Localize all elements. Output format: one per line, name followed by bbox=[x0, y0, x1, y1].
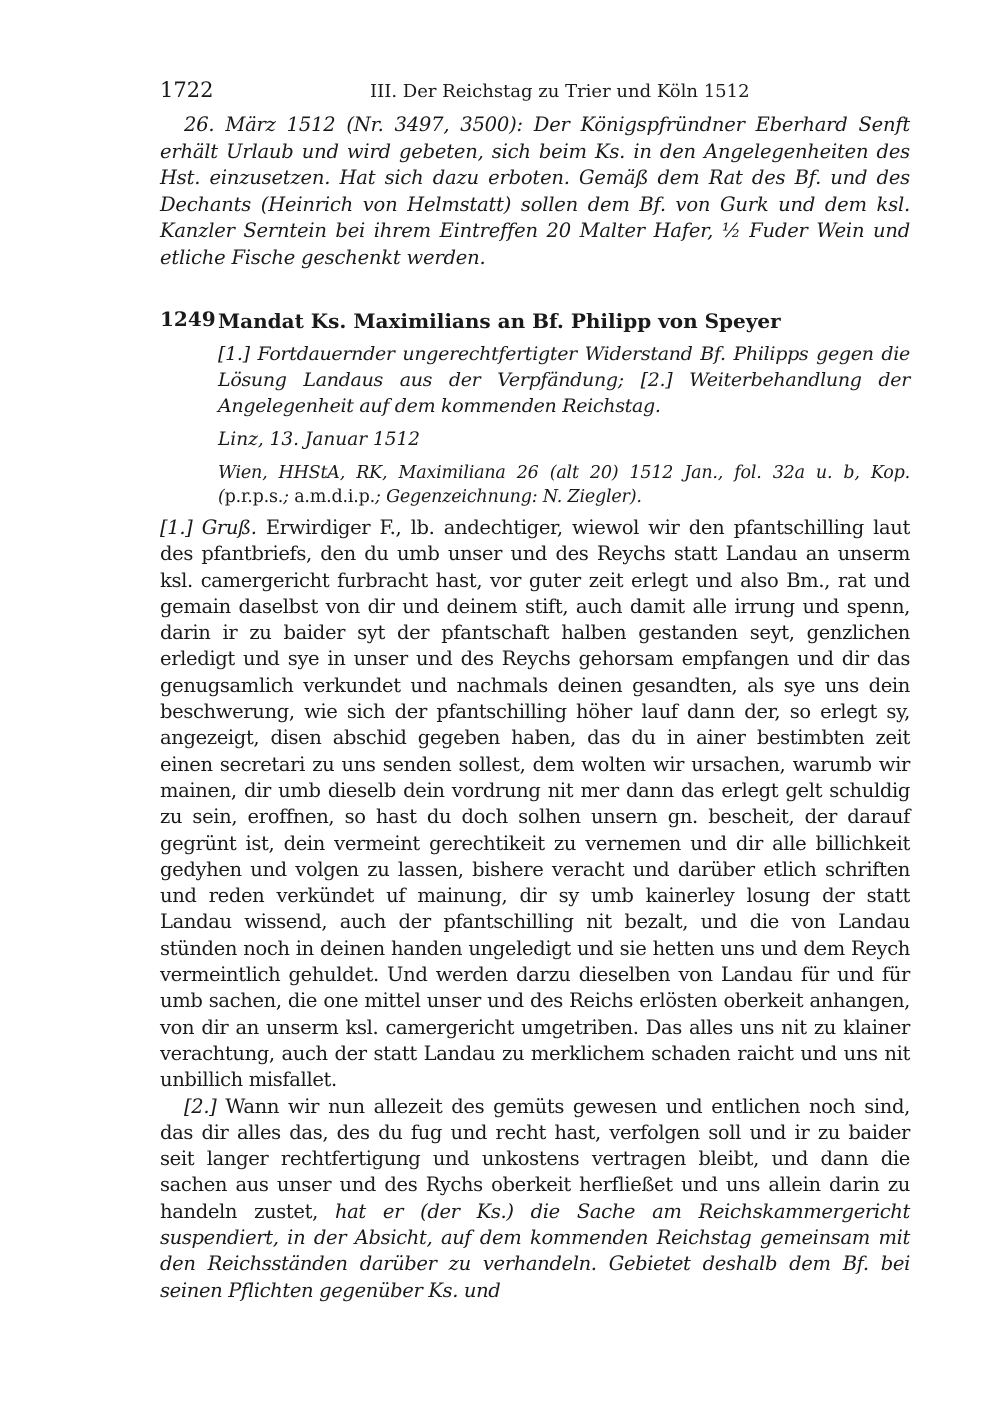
running-title: III. Der Reichstag zu Trier und Köln 1512 bbox=[370, 81, 750, 102]
body-paragraph-2 bbox=[160, 1094, 910, 1304]
paragraph-text: Wann wir nun allezeit des gemüts gewesen und entlichen noch sind, das dir alles das, des du fug und recht hast, verfolgen soll und ir zu baider seit langer rechtfertigung und unkostens vertragen bleibt, und dann die sachen aus unser und des Rychs oberkeit herfließet und uns allein darin zu handeln zustet, bbox=[160, 1094, 910, 1223]
paragraph-summary: hat er (der Ks.) die Sache am Reichskammergericht suspendiert, in der Absicht, auf dem kommenden Reichstag gemeinsam mit den Reichsständen darüber zu verhandeln. Gebietet deshalb dem Bf. bei seinen Pflichten gegenüber Ks. und bbox=[160, 1199, 911, 1302]
carry-over-paragraph: 26. März 1512 (Nr. 3497, 3500): Der Königspfründner Eberhard Senft erhält Urlaub und wird gebeten, sich beim Ks. in den Angelegenheiten des Hst. einzusetzen. Hat sich dazu erboten. Gemäß dem Rat des Bf. und des Dechants (Heinrich von Helmstatt) sollen dem Bf. von Gurk und dem ksl. Kanzler Serntein bei ihrem Eintreffen 20 Malter Hafer, ½ Fuder Wein und etliche Fische geschenkt werden. bbox=[160, 113, 910, 269]
source-abbreviation: p.r.p.s. bbox=[224, 487, 284, 507]
running-header bbox=[160, 78, 910, 112]
paragraph-marker: [1.] Gruß. bbox=[160, 516, 257, 539]
document-source bbox=[218, 461, 910, 509]
source-text: ; Gegenzeichnung: N. Ziegler). bbox=[375, 487, 642, 507]
body-paragraph-1 bbox=[160, 515, 910, 1094]
document-date-place: Linz, 13. Januar 1512 bbox=[218, 429, 421, 450]
paragraph-text: Erwirdiger F., lb. andechtiger, wiewol wir den pfantschilling laut des pfantbriefs, den du umb unser und des Reychs statt Landau an unserm ksl. camergericht furbracht hast, vor guter zeit erlegt und also Bm., rat und gemain daselbst von dir und deinem stift, auch damit alle irrung und spenn, darin ir zu baider syt der pfantschaft halben gestanden seyt, genzlichen erledigt und sye in unser und des Reychs gehorsam empfangen und dir das genugsamlich verkundet und nachmals deinen gesandten, als sye uns dein beschwerung, wie sich der pfantschilling höher lauf dann der, so erlegt sy, angezeigt, disen abschid gegeben haben, das du in ainer bestimbten zeit einen secretari zu uns senden sollest, dem wolten wir ursachen, warumb wir mainen, dir umb dieselb dein vordrung nit mer dann das erlegt gelt schuldig zu sein, eroffnen, so hast du doch solhen unsern gn. bescheit, der darauf gegrünt ist, dein vermeint gerechtikeit zu vernemen und dir alle billichkeit gedyhen und volgen zu lassen, bishere veracht und darüber etlich schriften und reden verkündet uf mainung, dir sy umb kainerley losung der statt Landau wissend, auch der pfantschilling nit bezalt, und die von Landau stünden noch in deinen handen ungeledigt und sie hetten uns und dem Reych vermeintlich gehuldet. Und werden darzu dieselben von Landau für und für umb sachen, die one mittel unser und des Reichs erlösten oberkeit anhangen, von dir an unserm ksl. camergericht umgetriben. Das alles uns nit zu klainer verachtung, auch der statt Landau zu merklichem schaden raicht und uns nit unbillich misfallet. bbox=[160, 516, 911, 1092]
document-title: Mandat Ks. Maximilians an Bf. Philipp von Speyer bbox=[218, 309, 781, 333]
page-number: 1722 bbox=[160, 78, 214, 102]
source-text: Wien, HHStA, RK, Maximiliana 26 (alt 20) 1512 Jan., fol. 32a u. b, Kop. ( bbox=[218, 463, 910, 507]
page bbox=[160, 78, 910, 1304]
source-separator: ; bbox=[283, 487, 295, 507]
document-regest: [1.] Fortdauernder ungerechtfertigter Widerstand Bf. Philipps gegen die Lösung Landaus aus der Verpfändung; [2.] Weiterbehandlung der Angelegenheit auf dem kommenden Reichstag. bbox=[218, 343, 910, 417]
document-header bbox=[160, 307, 910, 335]
paragraph-marker: [2.] bbox=[184, 1094, 217, 1118]
document-number: 1249 bbox=[160, 307, 216, 331]
source-abbreviation: a.m.d.i.p. bbox=[294, 487, 376, 507]
